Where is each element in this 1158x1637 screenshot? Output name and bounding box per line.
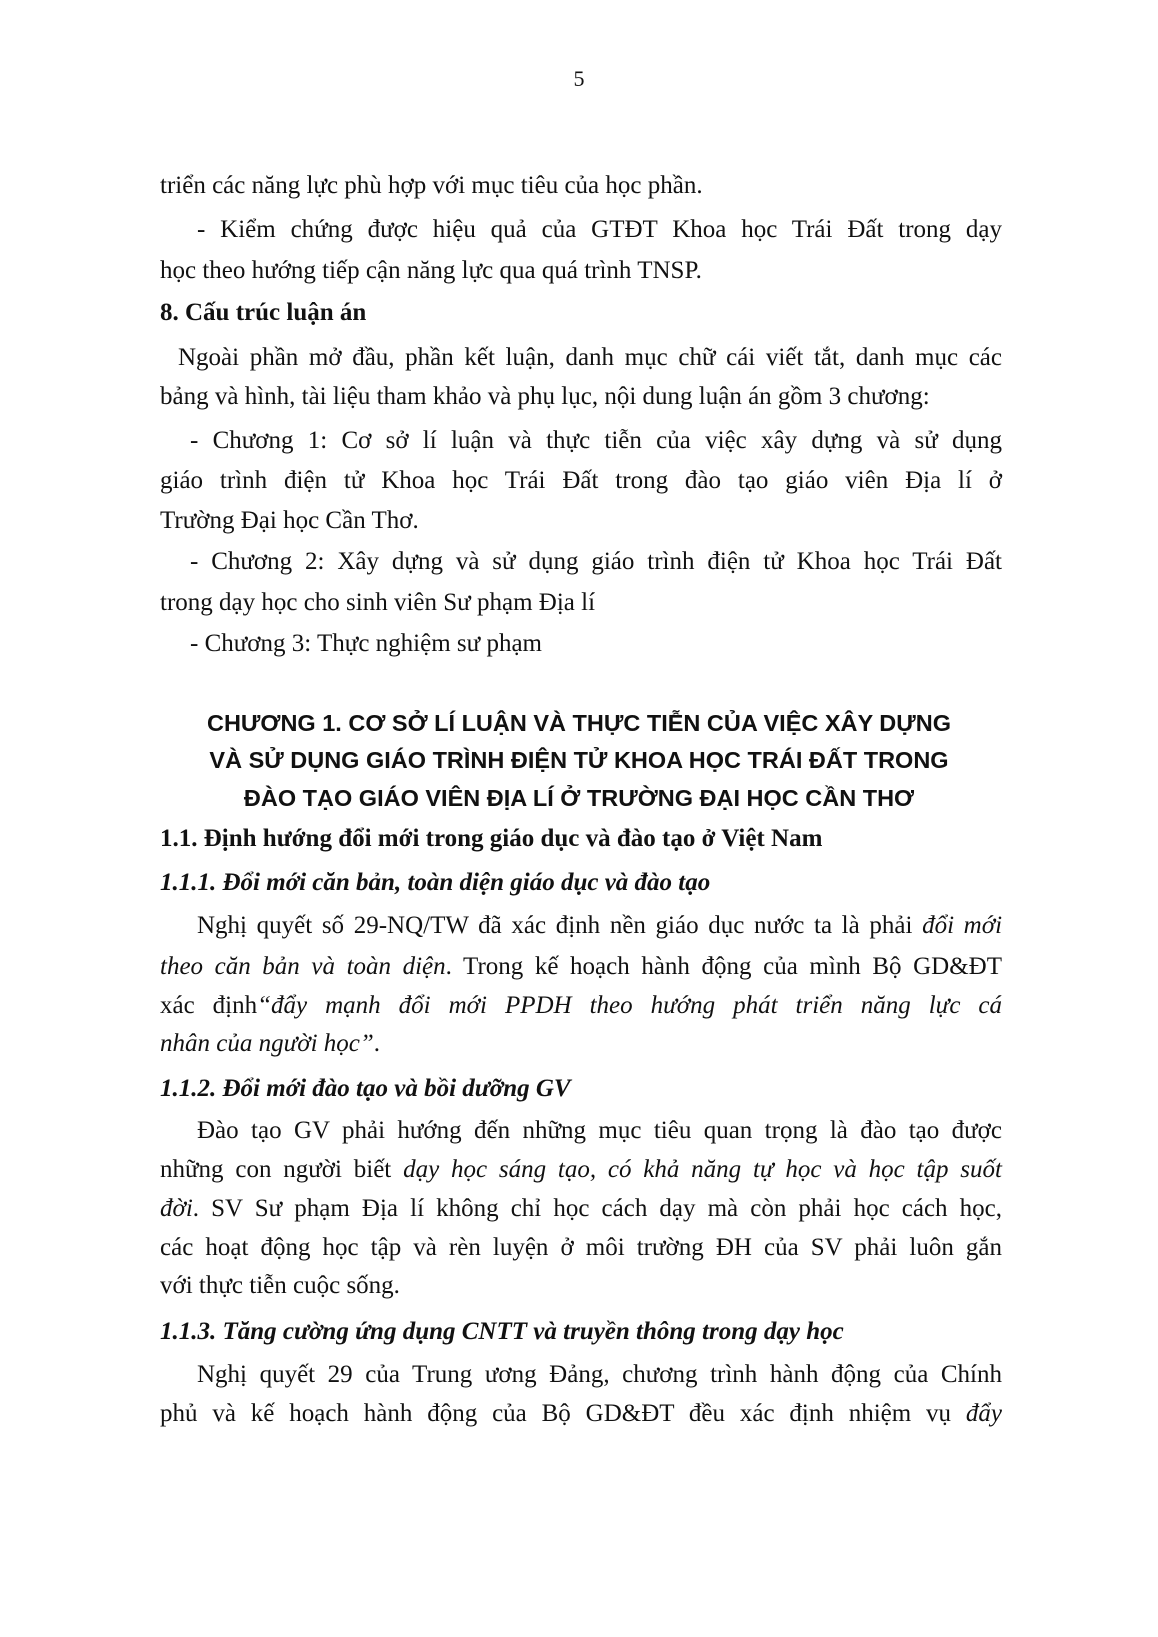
chapter-item: giáo trình điện tử Khoa học Trái Đất trong đào tạo giáo viên Địa lí ở bbox=[160, 467, 1002, 494]
chapter-title: ĐÀO TẠO GIÁO VIÊN ĐỊA LÍ Ở TRƯỜNG ĐẠI HỌC CẦN THƠ bbox=[243, 785, 915, 811]
section-heading: 1.1. Định hướng đổi mới trong giáo dục và đào tạo ở Việt Nam bbox=[160, 825, 823, 852]
section-heading: 8. Cấu trúc luận án bbox=[160, 299, 367, 326]
paragraph-line: phủ và kế hoạch hành động của Bộ GD&ĐT đều xác định nhiệm vụ đẩy bbox=[160, 1400, 1003, 1427]
paragraph-line: Nghị quyết 29 của Trung ương Đảng, chương trình hành động của Chính bbox=[197, 1361, 1002, 1388]
chapter-title: CHƯƠNG 1. CƠ SỞ LÍ LUẬN VÀ THỰC TIỄN CỦA VIỆC XÂY DỰNG bbox=[206, 710, 952, 736]
subsection-heading: 1.1.1. Đổi mới căn bản, toàn diện giáo dục và đào tạo bbox=[160, 869, 711, 896]
bullet-line: - Kiểm chứng được hiệu quả của GTĐT Khoa học Trái Đất trong dạy bbox=[197, 216, 1002, 243]
page-number: 5 bbox=[573, 66, 585, 91]
chapter-item: trong dạy học cho sinh viên Sư phạm Địa lí bbox=[160, 589, 596, 616]
paragraph-line: đời. SV Sư phạm Địa lí không chỉ học cách dạy mà còn phải học cách học, bbox=[160, 1195, 1002, 1222]
paragraph-line: bảng và hình, tài liệu tham khảo và phụ lục, nội dung luận án gồm 3 chương: bbox=[160, 383, 930, 410]
paragraph-line: Đào tạo GV phải hướng đến những mục tiêu quan trọng là đào tạo được bbox=[197, 1117, 1002, 1144]
paragraph-line: Ngoài phần mở đầu, phần kết luận, danh mục chữ cái viết tắt, danh mục các bbox=[178, 344, 1002, 371]
paragraph-line: nhân của người học”. bbox=[160, 1030, 381, 1057]
chapter-item: Trường Đại học Cần Thơ. bbox=[160, 507, 419, 534]
subsection-heading: 1.1.2. Đổi mới đào tạo và bồi dưỡng GV bbox=[160, 1075, 571, 1102]
paragraph-line: các hoạt động học tập và rèn luyện ở môi trường ĐH của SV phải luôn gắn bbox=[160, 1234, 1002, 1261]
paragraph-line: những con người biết dạy học sáng tạo, có khả năng tự học và học tập suốt bbox=[160, 1156, 1002, 1183]
subsection-heading: 1.1.3. Tăng cường ứng dụng CNTT và truyền thông trong dạy học bbox=[160, 1318, 844, 1345]
bullet-line: học theo hướng tiếp cận năng lực qua quá trình TNSP. bbox=[160, 257, 702, 284]
paragraph-line: với thực tiễn cuộc sống. bbox=[160, 1272, 400, 1299]
paragraph-line: xác định“đẩy mạnh đổi mới PPDH theo hướng phát triển năng lực cá bbox=[160, 992, 1003, 1019]
intro-line: triển các năng lực phù hợp với mục tiêu của học phần. bbox=[160, 172, 703, 199]
chapter-item: - Chương 2: Xây dựng và sử dụng giáo trình điện tử Khoa học Trái Đất bbox=[190, 548, 1002, 575]
chapter-title: VÀ SỬ DỤNG GIÁO TRÌNH ĐIỆN TỬ KHOA HỌC TRÁI ĐẤT TRONG bbox=[209, 747, 949, 773]
paragraph-line: theo căn bản và toàn diện. Trong kế hoạch hành động của mình Bộ GD&ĐT bbox=[160, 953, 1002, 980]
paragraph-line: Nghị quyết số 29-NQ/TW đã xác định nền giáo dục nước ta là phải đổi mới bbox=[197, 912, 1003, 939]
chapter-item: - Chương 3: Thực nghiệm sư phạm bbox=[190, 630, 542, 657]
chapter-item: - Chương 1: Cơ sở lí luận và thực tiễn của việc xây dựng và sử dụng bbox=[190, 427, 1002, 454]
